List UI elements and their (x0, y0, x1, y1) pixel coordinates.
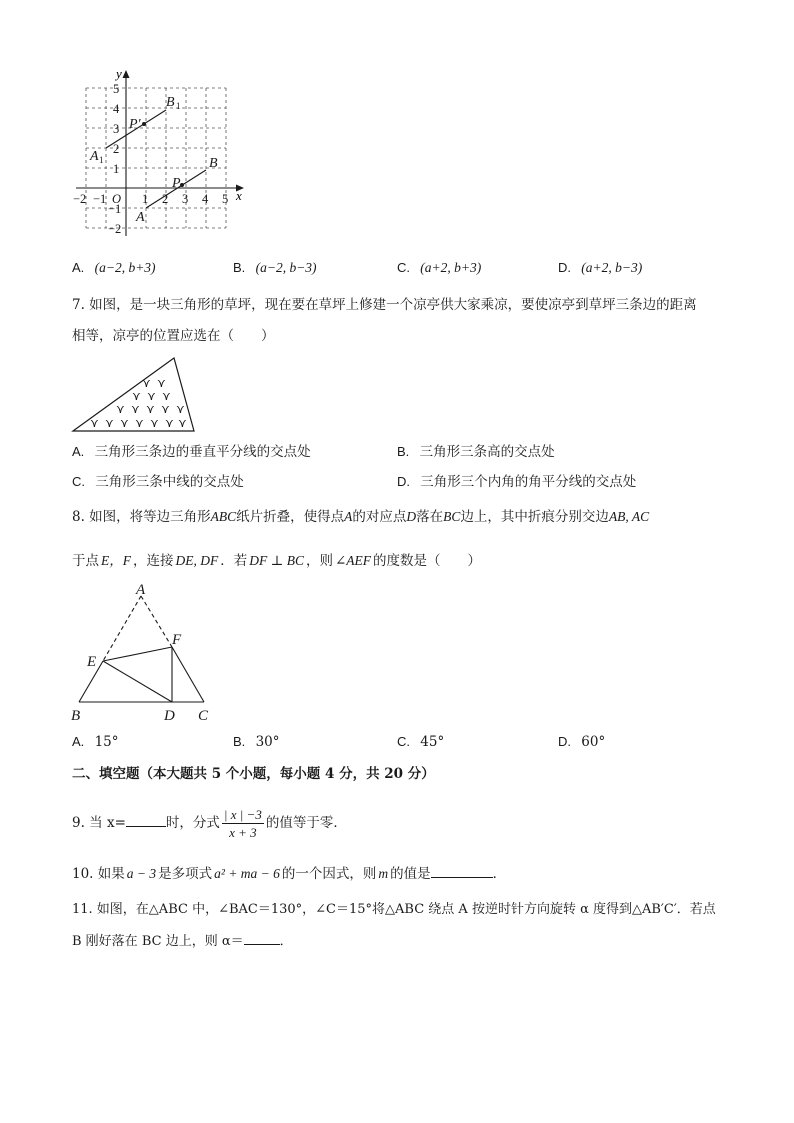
text: 的值是 (390, 866, 431, 882)
x-tick: 3 (182, 192, 189, 206)
grass-icon: ⋎ (157, 376, 166, 390)
vertex-label-c: C (198, 708, 209, 724)
option-text: 45° (420, 734, 445, 750)
option-letter: D. (558, 260, 571, 275)
vertex-label-b: B (71, 708, 81, 724)
answer-blank[interactable] (126, 812, 166, 827)
grass-icon: ⋎ (165, 416, 174, 430)
y-tick: 2 (113, 142, 120, 156)
math-angle-aef: ∠AEF (334, 553, 372, 568)
x-tick: 1 (142, 192, 149, 206)
q8-option-b[interactable] (233, 732, 280, 752)
option-letter: A. (72, 260, 85, 275)
option-letter: A. (72, 734, 85, 749)
x-axis-label: x (236, 188, 242, 203)
x-tick: −1 (93, 192, 107, 206)
text: ．若 (220, 553, 248, 569)
math-factor: a − 3 (126, 866, 157, 881)
q8-question-line2 (72, 551, 481, 571)
y-tick: 3 (113, 122, 120, 136)
point-label-p1: P′ (129, 117, 141, 132)
option-letter: D. (558, 734, 571, 749)
option-letter: D. (397, 474, 410, 489)
point-label-b1: B (166, 95, 175, 110)
origin-label: O (112, 192, 122, 206)
q7-question-line2: 相等，凉亭的位置应选在（ ） (72, 328, 275, 344)
fraction (222, 806, 264, 841)
q6-coordinate-graph (68, 66, 254, 244)
grass-icon: ⋎ (90, 416, 99, 430)
vertex-label-d: D (164, 708, 175, 724)
q6-option-d[interactable] (558, 258, 642, 278)
text: 的一个因式，则 (281, 866, 377, 882)
option-letter: A. (72, 444, 85, 459)
q8-fold-triangle-figure (68, 580, 228, 725)
grass-icon: ⋎ (147, 389, 156, 403)
grass-icon: ⋎ (105, 416, 114, 430)
text: 的对应点 (352, 509, 407, 525)
grass-icon: ⋎ (131, 402, 140, 416)
option-text: 三角形三个内角的角平分线的交点处 (420, 474, 637, 490)
q7-option-d[interactable] (397, 472, 636, 492)
fraction-numerator: | x | −3 (223, 807, 262, 822)
q8-question-line1 (72, 507, 649, 527)
text: 的度数是（ ） (373, 553, 482, 569)
grass-icon: ⋎ (132, 389, 141, 403)
answer-blank[interactable] (244, 930, 280, 945)
math-ab-ac: AB, AC (608, 509, 650, 524)
point-label-b1-sub: 1 (176, 101, 181, 111)
math-a: A (344, 509, 353, 524)
vertex-label-a: A (136, 582, 146, 598)
option-text: 30° (255, 734, 280, 750)
point-label-a: A (136, 210, 145, 225)
vertex-label-e: E (87, 654, 97, 670)
q6-option-c[interactable] (397, 258, 481, 278)
grass-icon: ⋎ (116, 402, 125, 416)
q7-option-b[interactable] (397, 442, 555, 462)
option-letter: B. (397, 444, 410, 459)
grass-icon: ⋎ (150, 416, 159, 430)
option-letter: C. (72, 474, 85, 489)
math-ef: E，F (101, 553, 131, 568)
text: 纸片折叠，使得点 (236, 509, 345, 525)
q9-question (72, 803, 347, 843)
option-text: (a−2, b+3) (94, 260, 156, 275)
section-title-fill-in: 二、填空题（本大题共 5 个小题，每小题 4 分，共 20 分） (72, 766, 435, 782)
math-de-df: DE, DF (175, 553, 219, 568)
text: 8. 如图，将等边三角形 (72, 509, 211, 525)
point-label-a1-sub: 1 (99, 155, 104, 165)
q8-option-a[interactable] (72, 732, 119, 752)
y-tick: 5 (113, 82, 120, 96)
vertex-label-f: F (172, 632, 182, 648)
option-letter: C. (397, 734, 410, 749)
grass-icon: ⋎ (178, 416, 187, 430)
text: 的值等于零． (265, 815, 347, 831)
y-tick: 4 (113, 102, 120, 116)
y-tick: 1 (113, 162, 120, 176)
math-df-perp-bc: DF ⊥ BC (249, 553, 304, 568)
option-text: (a+2, b+3) (420, 260, 482, 275)
option-letter: B. (233, 260, 246, 275)
option-text: 三角形三条边的垂直平分线的交点处 (94, 444, 311, 460)
q6-option-a[interactable] (72, 258, 156, 278)
text: ，则 (305, 553, 333, 569)
text: ，连接 (133, 553, 174, 569)
y-tick: −1 (108, 202, 122, 216)
q11-question-line1: 11. 如图，在△ABC 中，∠BAC＝130°，∠C＝15°将△ABC 绕点 A 按逆时针方向旋转 α 度得到△AB′C′．若点 (72, 902, 716, 917)
option-text: (a+2, b−3) (581, 260, 643, 275)
option-text: (a−2, b−3) (255, 260, 317, 275)
q8-option-d[interactable] (558, 732, 605, 752)
point-label-a1: A (90, 149, 99, 164)
text: 9. 当 x= (72, 815, 126, 831)
text: ． (492, 866, 507, 882)
text: 10. 如果 (72, 866, 125, 882)
text: 边上，其中折痕分别交边 (460, 509, 609, 525)
grass-icon: ⋎ (176, 402, 185, 416)
q8-option-c[interactable] (397, 732, 444, 752)
y-tick: −2 (108, 222, 122, 236)
math-polynomial: a² + ma − 6 (214, 866, 280, 881)
text: ． (279, 934, 293, 949)
text: 是多项式 (158, 866, 213, 882)
q7-lawn-triangle-figure (70, 355, 200, 435)
grass-icon: ⋎ (146, 402, 155, 416)
grass-icon: ⋎ (135, 416, 144, 430)
option-text: 三角形三条高的交点处 (419, 444, 555, 460)
y-axis-label: y (116, 66, 122, 81)
option-letter: C. (397, 260, 410, 275)
grass-icon: ⋎ (120, 416, 129, 430)
q10-question (72, 863, 506, 884)
x-tick: 4 (202, 192, 209, 206)
q11-question-line2 (72, 930, 293, 952)
text: 于点 (72, 553, 99, 569)
grass-icon: ⋎ (161, 402, 170, 416)
x-tick: −2 (73, 192, 87, 206)
math-m: m (378, 866, 389, 881)
grass-icon: ⋎ (142, 376, 151, 390)
point-label-b: B (209, 156, 218, 171)
text: 时，分式 (165, 815, 220, 831)
option-letter: B. (233, 734, 246, 749)
q7-option-c[interactable] (72, 472, 244, 492)
fraction-denominator: x + 3 (229, 825, 257, 840)
math-d: D (406, 509, 417, 524)
q7-option-a[interactable] (72, 442, 311, 462)
option-text: 三角形三条中线的交点处 (95, 474, 244, 490)
text: 落在 (416, 509, 444, 525)
grass-icon: ⋎ (162, 389, 171, 403)
x-tick: 5 (222, 192, 229, 206)
answer-blank[interactable] (431, 863, 493, 878)
x-tick: 2 (162, 192, 169, 206)
q7-question-line1: 7. 如图，是一块三角形的草坪，现在要在草坪上修建一个凉亭供大家乘凉，要使凉亭到草坪三条边的距离 (72, 297, 697, 313)
point-label-p: P (172, 176, 181, 191)
math-abc: ABC (210, 509, 237, 524)
text: B 刚好落在 BC 边上，则 α＝ (72, 934, 244, 949)
option-text: 15° (94, 734, 119, 750)
q6-option-b[interactable] (233, 258, 317, 278)
option-text: 60° (581, 734, 606, 750)
math-bc: BC (443, 509, 461, 524)
